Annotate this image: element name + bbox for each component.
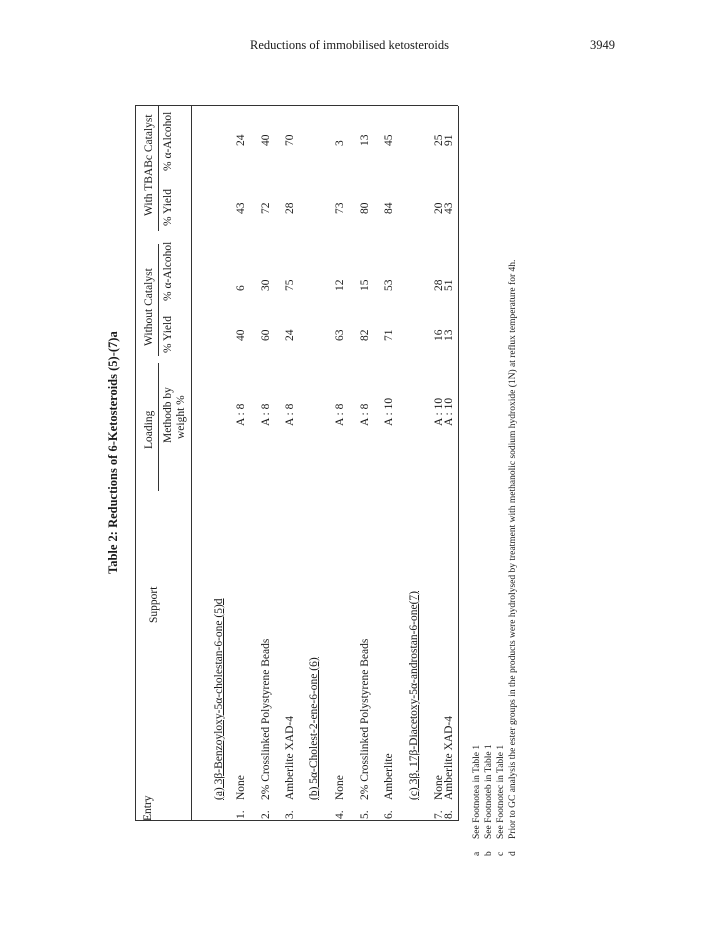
section-b-heading: (b) 5α-Cholest-2-ene-6-one (6) bbox=[308, 657, 320, 800]
row-with-yield: 72 bbox=[260, 202, 272, 214]
row-with-yield: 84 bbox=[383, 202, 395, 214]
row-with-alcohol: 70 bbox=[284, 134, 296, 146]
group-loading-header: Loading bbox=[143, 410, 155, 449]
row-loading: A : 8 bbox=[334, 403, 346, 426]
row-with-alcohol: 45 bbox=[383, 134, 395, 146]
row-without-alcohol: 15 bbox=[359, 279, 371, 291]
row-without-yield: 60 bbox=[260, 329, 272, 341]
loading-rule bbox=[158, 363, 159, 491]
table-caption: Table 2: Reductions of 6-Ketosteroids (5)-(7)a bbox=[106, 331, 120, 574]
row-without-yield: 16 bbox=[433, 329, 445, 341]
section-c-heading: (c) 3β, 17β-Diacetoxy-5α-androstan-6-one(7) bbox=[408, 591, 420, 800]
row-entry: 3. bbox=[284, 810, 296, 819]
row-with-yield: 43 bbox=[235, 202, 247, 214]
row-with-alcohol: 91 bbox=[443, 134, 455, 146]
row-support: 2% Crosslinked Polystyrene Beads bbox=[260, 638, 272, 800]
sub-yield-1: % Yield bbox=[162, 316, 174, 353]
row-loading: A : 8 bbox=[359, 403, 371, 426]
group-without-header: Without Catalyst bbox=[143, 268, 155, 346]
row-with-yield: 28 bbox=[284, 202, 296, 214]
sub-alcohol-2: % α-Alcohol bbox=[162, 111, 174, 171]
row-without-yield: 40 bbox=[235, 329, 247, 341]
footnote-text: See Footnoteb in Table 1 bbox=[484, 744, 494, 839]
header-separator bbox=[191, 106, 192, 821]
row-without-yield: 82 bbox=[359, 329, 371, 341]
table-left-rule bbox=[135, 820, 458, 821]
row-loading: A : 10 bbox=[443, 397, 455, 426]
loading-sub2: weight % bbox=[175, 395, 187, 439]
sub-alcohol-1: % α-Alcohol bbox=[162, 241, 174, 301]
row-without-alcohol: 30 bbox=[260, 279, 272, 291]
row-entry: 1. bbox=[235, 810, 247, 819]
footnote-mark: d bbox=[508, 851, 518, 856]
row-entry: 5. bbox=[359, 810, 371, 819]
row-loading: A : 10 bbox=[433, 397, 445, 426]
row-without-alcohol: 51 bbox=[443, 279, 455, 291]
footnote-mark: c bbox=[496, 851, 506, 856]
row-without-alcohol: 28 bbox=[433, 279, 445, 291]
table-top-rule bbox=[135, 106, 136, 821]
row-with-yield: 43 bbox=[443, 202, 455, 214]
row-without-alcohol: 6 bbox=[235, 285, 247, 291]
row-support: Amberlite bbox=[383, 753, 395, 800]
row-with-alcohol: 24 bbox=[235, 134, 247, 146]
footnote-text: See Footnotea in Table 1 bbox=[472, 744, 482, 839]
row-with-yield: 80 bbox=[359, 202, 371, 214]
group-with-header: With TBABc Catalyst bbox=[143, 114, 155, 216]
row-loading: A : 8 bbox=[235, 403, 247, 426]
row-support: None bbox=[433, 775, 445, 800]
row-entry: 2. bbox=[260, 810, 272, 819]
footnote-mark: a bbox=[472, 851, 482, 856]
row-support: Amberlite XAD-4 bbox=[443, 716, 455, 800]
row-without-alcohol: 53 bbox=[383, 279, 395, 291]
row-without-yield: 71 bbox=[383, 329, 395, 341]
with-rule bbox=[158, 106, 159, 231]
row-without-yield: 13 bbox=[443, 329, 455, 341]
row-with-alcohol: 3 bbox=[334, 140, 346, 146]
row-with-alcohol: 13 bbox=[359, 134, 371, 146]
row-without-alcohol: 75 bbox=[284, 279, 296, 291]
row-without-yield: 63 bbox=[334, 329, 346, 341]
row-loading: A : 10 bbox=[383, 397, 395, 426]
row-without-alcohol: 12 bbox=[334, 279, 346, 291]
row-loading: A : 8 bbox=[284, 403, 296, 426]
col-support-header: Support bbox=[148, 586, 160, 623]
running-title: Reductions of immobilised ketosteroids bbox=[250, 38, 449, 52]
table-right-rule bbox=[135, 105, 458, 106]
row-support: Amberlite XAD-4 bbox=[284, 716, 296, 800]
footnote-mark: b bbox=[484, 851, 494, 856]
row-entry: 4. bbox=[334, 810, 346, 819]
row-support: None bbox=[235, 775, 247, 800]
row-with-yield: 73 bbox=[334, 202, 346, 214]
section-a-heading: (a) 3β-Benzoyloxy-5α-cholestan-6-one (5)d bbox=[213, 598, 225, 800]
row-entry: 8. bbox=[443, 810, 455, 819]
row-entry: 7. bbox=[433, 810, 445, 819]
row-with-alcohol: 25 bbox=[433, 134, 445, 146]
without-rule bbox=[158, 244, 159, 356]
page-number: 3949 bbox=[590, 38, 615, 52]
row-with-yield: 20 bbox=[433, 202, 445, 214]
row-entry: 6. bbox=[383, 810, 395, 819]
row-with-alcohol: 40 bbox=[260, 134, 272, 146]
rotated-table bbox=[106, 101, 607, 856]
row-loading: A : 8 bbox=[260, 403, 272, 426]
row-support: 2% Crosslinked Polystyrene Beads bbox=[359, 638, 371, 800]
row-without-yield: 24 bbox=[284, 329, 296, 341]
row-support: None bbox=[334, 775, 346, 800]
footnote-text: See Footnotec in Table 1 bbox=[496, 744, 506, 839]
table-bottom-rule bbox=[458, 106, 459, 821]
sub-yield-2: % Yield bbox=[162, 189, 174, 226]
footnote-text: Prior to GC analysis the ester groups in the products were hydrolysed by treatment with methanolic sodium hydroxide (1N) at reflux temperature for 4h. bbox=[508, 259, 518, 839]
col-entry-header: Entry bbox=[142, 795, 154, 821]
loading-sub1: Methodb by bbox=[162, 387, 174, 443]
